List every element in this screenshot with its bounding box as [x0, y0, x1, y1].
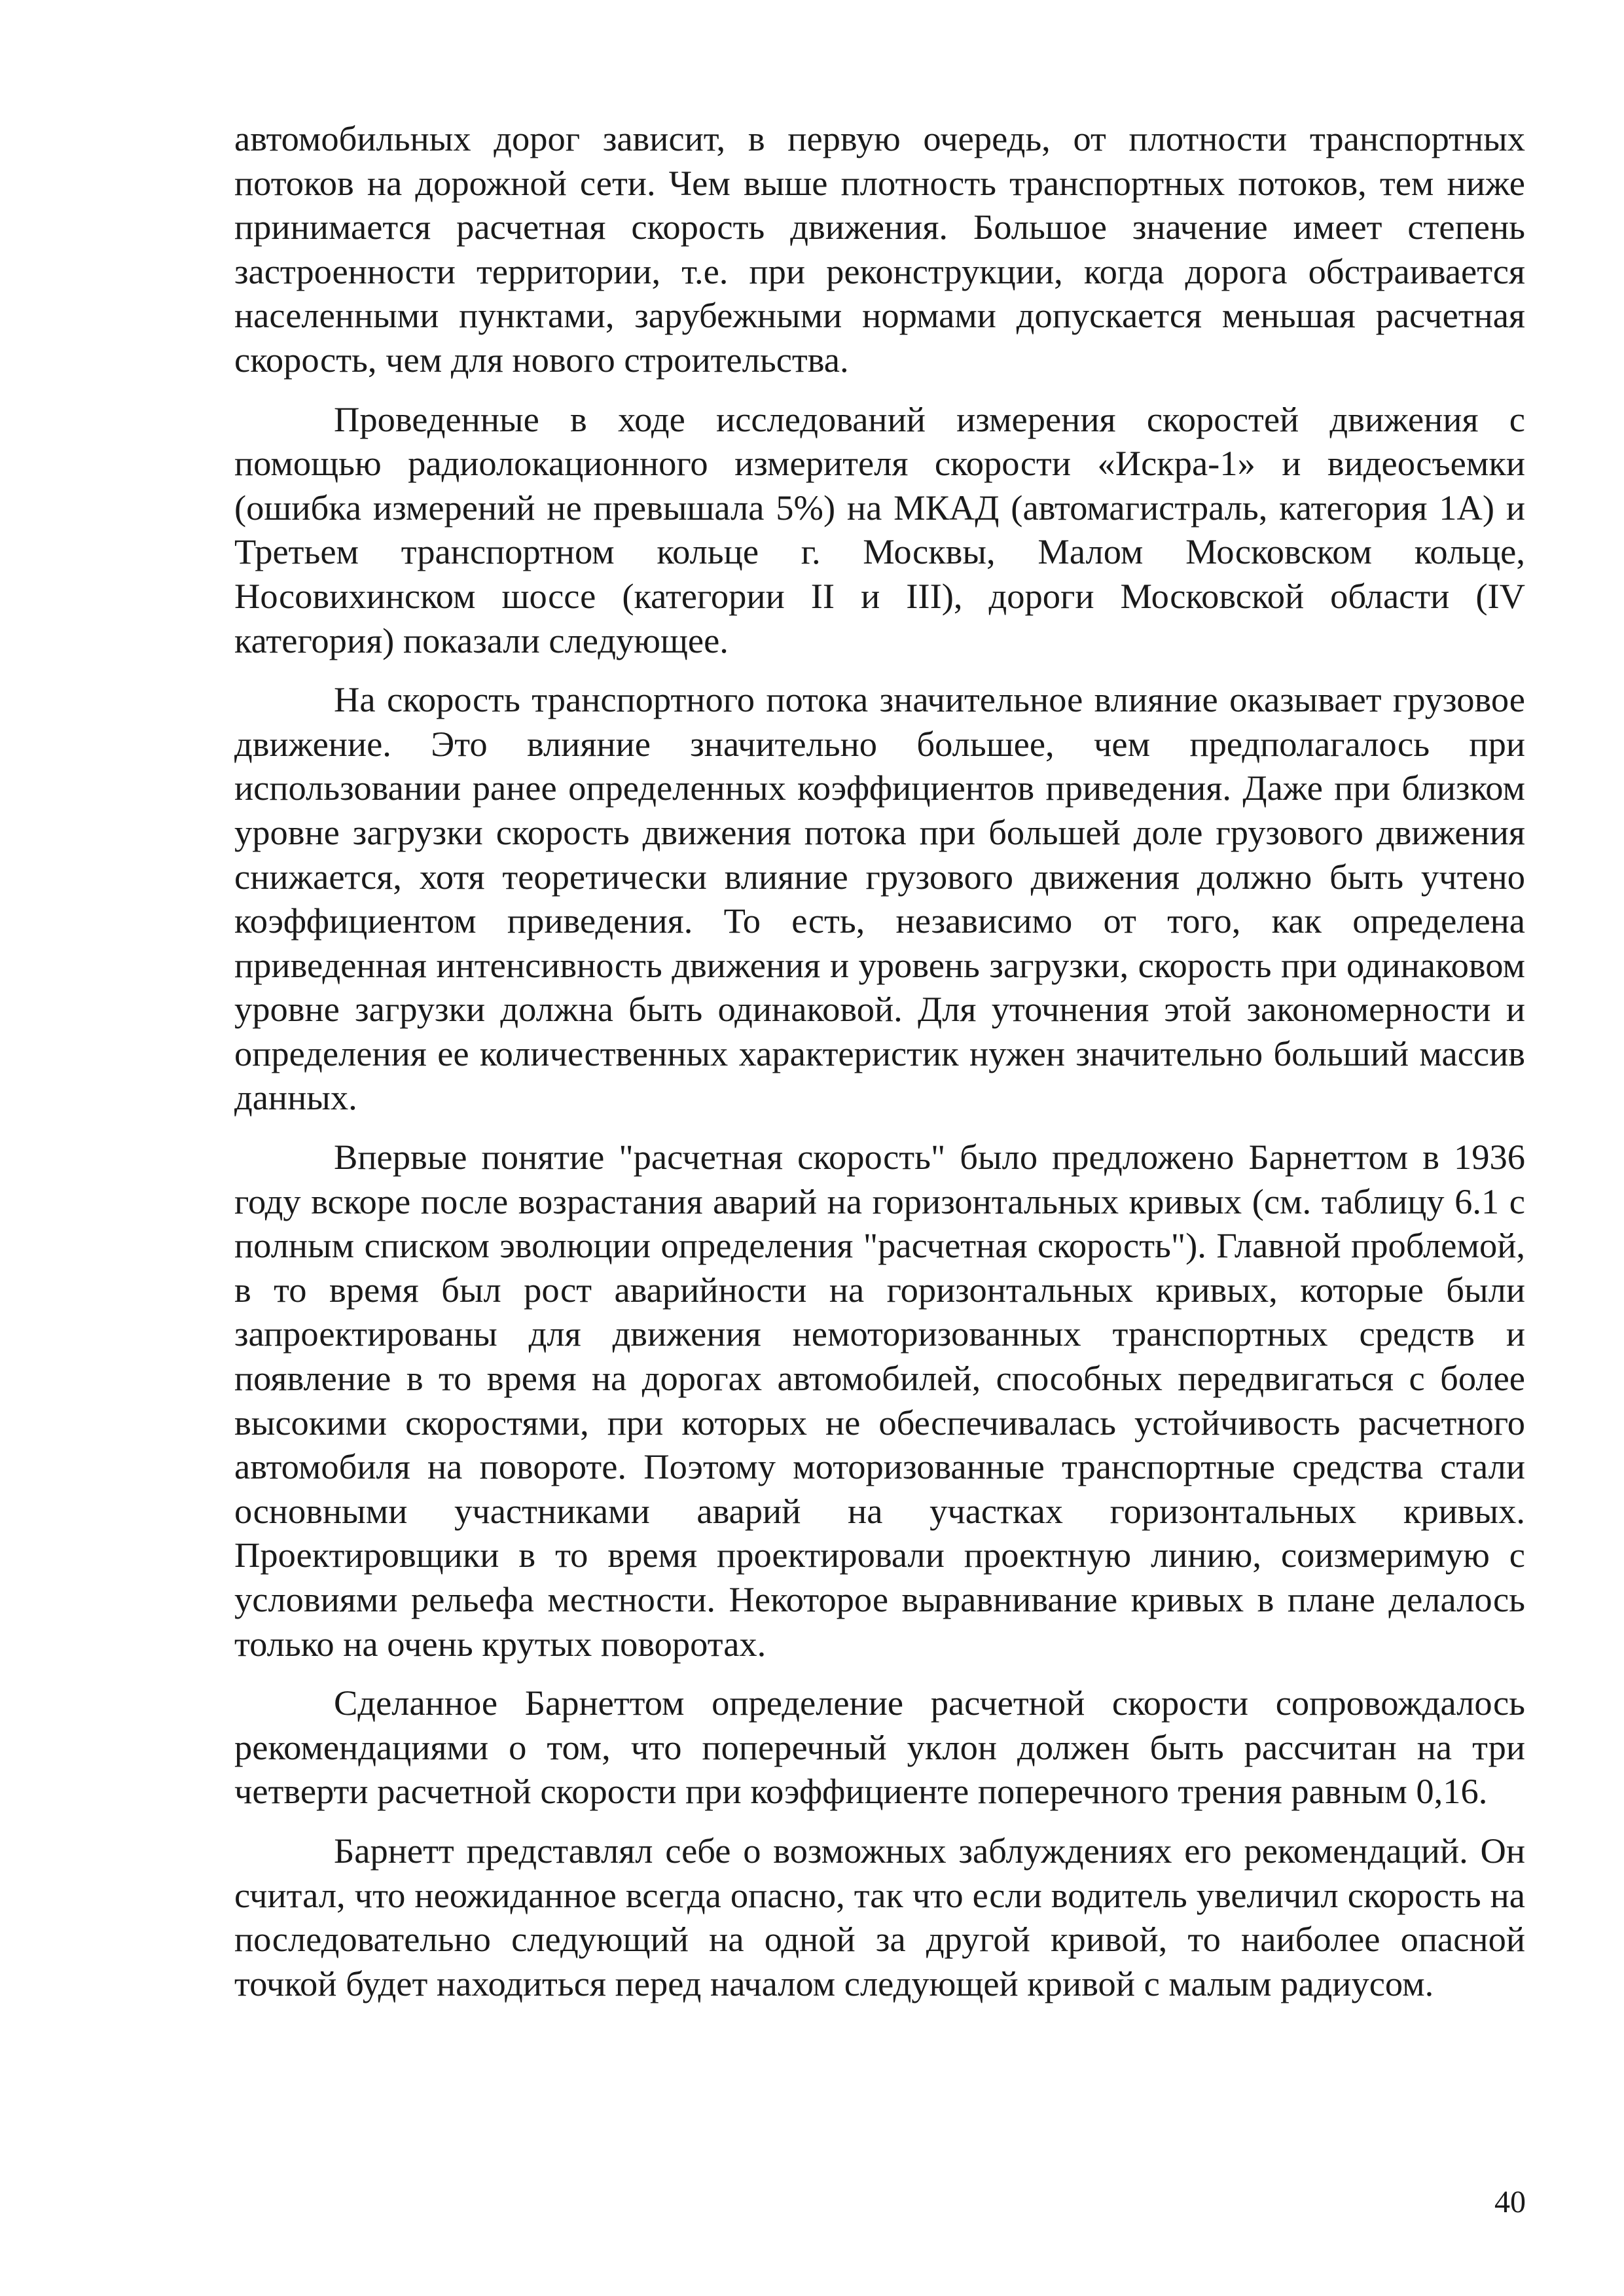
paragraph-2: Проведенные в ходе исследований измерения скоростей движения с помощью радиолокационного измерителя скорости «Искра-1» и видеосъемки (ошибка измерений не превышала 5%) на МКАД (автомагистраль, категория 1А) и Третьем транспортном кольце г. Москвы, Малом Московском кольце, Носовихинском шоссе (категории II и III), дороги Московской области (IV категория) показали следующее.	[234, 399, 1525, 660]
paragraph-3: На скорость транспортного потока значительное влияние оказывает грузовое движение. Это влияние значительно большее, чем предполагалось при использовании ранее определенных коэффициентов приведения. Даже при близком уровне загрузки скорость движения потока при большей доле грузового движения снижается, хотя теоретически влияние грузового движения должно быть учтено коэффициентом приведения. То есть, независимо от того, как определена приведенная интенсивность движения и уровень загрузки, скорость при одинаковом уровне загрузки должна быть одинаковой. Для уточнения этой закономерности и определения ее количественных характеристик нужен значительно больший массив данных.	[234, 679, 1525, 1118]
body-text	[234, 117, 1525, 2020]
paragraph-5: Сделанное Барнеттом определение расчетной скорости сопровождалось рекомендациями о том, что поперечный уклон должен быть рассчитан на три четверти расчетной скорости при коэффициенте поперечного трения равным 0,16.	[234, 1683, 1525, 1812]
paragraph-6: Барнетт представлял себе о возможных заблуждениях его рекомендаций. Он считал, что неожиданное всегда опасно, так что если водитель увеличил скорость на последовательно следующий на одной за другой кривой, то наиболее опасной точкой будет находиться перед началом следующей кривой с малым радиусом.	[234, 1830, 1525, 2003]
page-number: 40	[1494, 2185, 1526, 2219]
paragraph-1: автомобильных дорог зависит, в первую очередь, от плотности транспортных потоков на дорожной сети. Чем выше плотность транспортных потоков, тем ниже принимается расчетная скорость движения. Большое значение имеет степень застроенности территории, т.е. при реконструкции, когда дорога обстраивается населенными пунктами, зарубежными нормами допускается меньшая расчетная скорость, чем для нового строительства.	[234, 118, 1525, 380]
paragraph-4: Впервые понятие "расчетная скорость" было предложено Барнеттом в 1936 году вскоре после возрастания аварий на горизонтальных кривых (см. таблицу 6.1 с полным списком эволюции определения "расчетная скорость"). Главной проблемой, в то время был рост аварийности на горизонтальных кривых, которые были запроектированы для движения немоторизованных транспортных средств и появление в то время на дорогах автомобилей, способных передвигаться с более высокими скоростями, при которых не обеспечивалась устойчивость расчетного автомобиля на повороте. Поэтому моторизованные транспортные средства стали основными участниками аварий на участках горизонтальных кривых. Проектировщики в то время проектировали проектную линию, соизмеримую с условиями рельефа местности. Некоторое выравнивание кривых в плане делалось только на очень крутых поворотах.	[234, 1137, 1525, 1664]
